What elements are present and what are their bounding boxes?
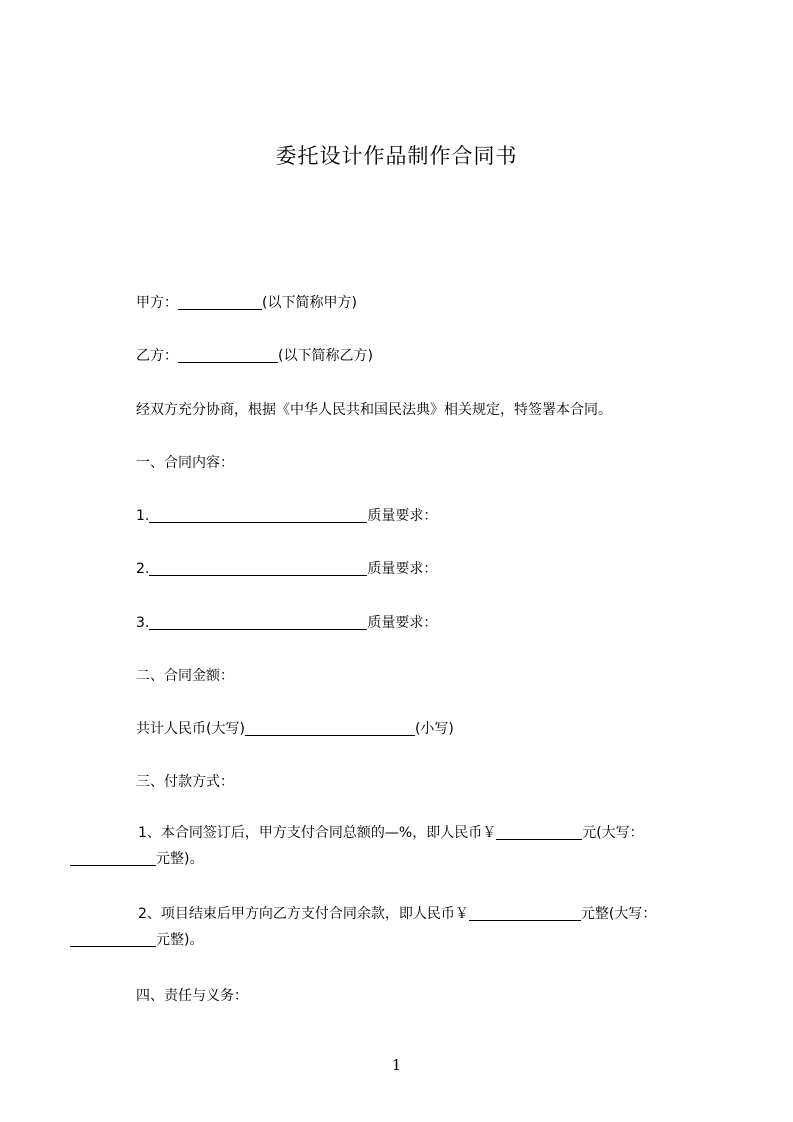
clause-amount-blank[interactable] (469, 906, 581, 921)
contract-item-3 (136, 612, 437, 632)
total-capital-blank[interactable] (245, 721, 415, 736)
party-b-line (136, 345, 373, 365)
section2-heading: 二、合同金额： (136, 668, 234, 684)
total-prefix: 共计人民币(大写) (136, 721, 245, 737)
payment-clause-2 (104, 901, 694, 953)
section1-heading: 一、合同内容： (136, 455, 234, 471)
contract-item-2 (136, 558, 437, 578)
item-quality: 质量要求： (367, 561, 438, 577)
party-a-note: (以下简称甲方) (262, 295, 357, 311)
party-b-label: 乙方： (136, 348, 178, 364)
party-b-note: (以下简称乙方) (278, 348, 373, 364)
item-number: 2. (136, 561, 150, 577)
item-number: 1. (136, 508, 150, 524)
section4-heading: 四、责任与义务： (136, 988, 248, 1004)
item-blank[interactable] (149, 561, 367, 576)
total-amount-line (136, 718, 454, 738)
intro-paragraph: 经双方充分协商，根据《中华人民共和国民法典》相关规定，特签署本合同。 (136, 402, 612, 418)
clause-capital-blank[interactable] (70, 851, 156, 866)
clause-text: 元整)。 (156, 851, 204, 867)
item-blank[interactable] (149, 508, 367, 523)
item-number: 3. (136, 615, 150, 631)
item-blank[interactable] (149, 615, 367, 630)
clause-text: 元整(大写： (580, 906, 657, 922)
document-title: 委托设计作品制作合同书 (275, 144, 518, 168)
clause-text: 元(大写： (582, 825, 644, 841)
section3-heading: 三、付款方式： (136, 774, 234, 790)
clause-text: 元整)。 (156, 932, 204, 948)
clause-text: 2、项目结束后甲方向乙方支付合同余款，即人民币￥ (138, 906, 469, 922)
party-b-blank[interactable] (178, 348, 278, 363)
total-suffix: (小写) (414, 721, 454, 737)
item-quality: 质量要求： (367, 615, 438, 631)
contract-item-1 (136, 505, 437, 525)
item-quality: 质量要求： (367, 508, 438, 524)
clause-amount-blank[interactable] (496, 825, 582, 840)
clause-text: 1、本合同签订后，甲方支付合同总额的—%，即人民币￥ (138, 825, 497, 841)
payment-clause-1 (104, 820, 694, 872)
page-number: 1 (391, 1056, 402, 1074)
party-a-blank[interactable] (178, 295, 262, 310)
party-a-line (136, 292, 357, 312)
clause-capital-blank[interactable] (70, 932, 156, 947)
party-a-label: 甲方： (136, 295, 178, 311)
